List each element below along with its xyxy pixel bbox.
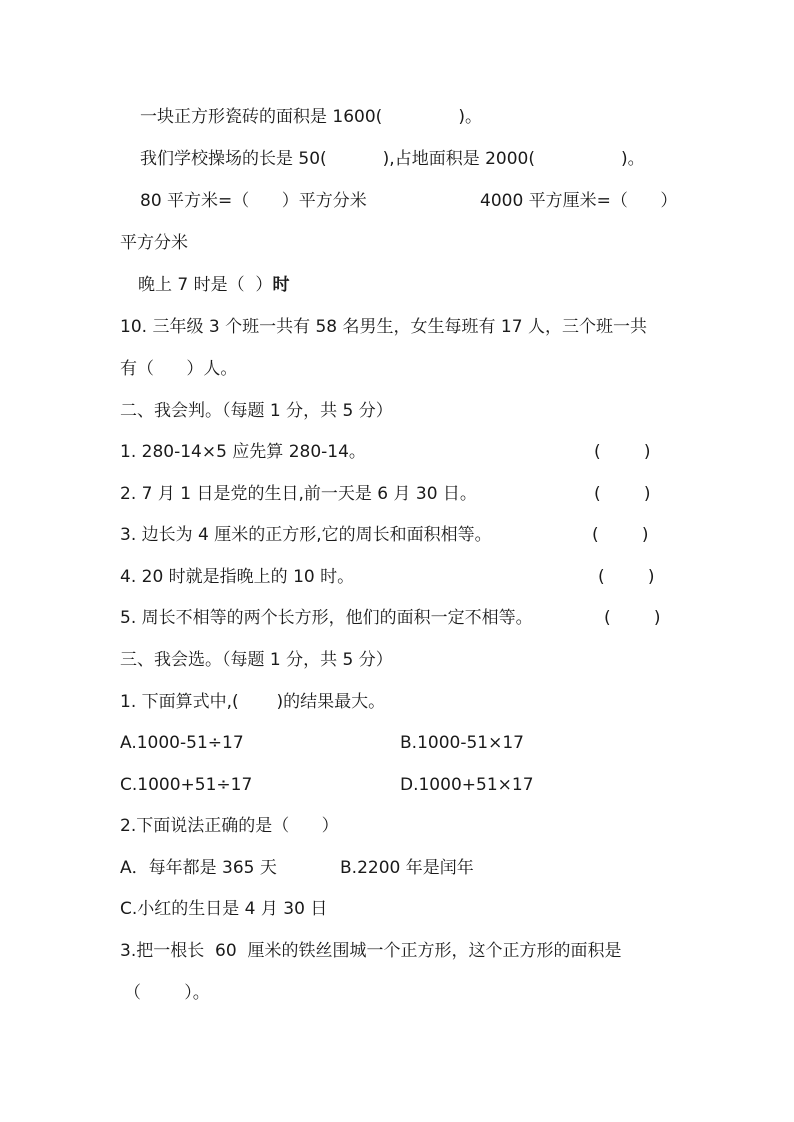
choice-q3-line-2: （ ）。 [124, 983, 210, 1003]
playground-text-2: ),占地面积是 2000( [382, 149, 536, 169]
choice-q1-stem: 1. 下面算式中,( )的结果最大。 [120, 692, 386, 712]
time-7pm-text: 晚上 7 时是（ ） [138, 275, 273, 295]
playground-text-1: 我们学校操场的长是 50( [140, 149, 327, 169]
choice-q2-option-b[interactable]: B.2200 年是闰年 [340, 858, 474, 878]
tile-area-text: 一块正方形瓷砖的面积是 1600( [140, 107, 383, 127]
time-7pm-line [138, 274, 289, 296]
unit-convert-2: 4000 平方厘米=（ ） [480, 191, 678, 211]
judge-item-1-answer[interactable]: ( ) [594, 442, 651, 462]
tile-area-line [140, 106, 482, 128]
q10-line-1: 10. 三年级 3 个班一共有 58 名男生，女生每班有 17 人，三个班一共 [120, 317, 647, 337]
judge-item-1: 1. 280-14×5 应先算 280-14。 [120, 442, 366, 462]
choice-q1-option-c[interactable]: C.1000+51÷17 [120, 775, 253, 795]
playground-line [140, 148, 645, 170]
choice-q2-option-a[interactable]: A．每年都是 365 天 [120, 858, 277, 878]
unit-convert-1: 80 平方米=（ ）平方分米 [140, 191, 367, 211]
choice-q2-option-c[interactable]: C.小红的生日是 4 月 30 日 [120, 899, 328, 919]
q10-line-2: 有（ ）人。 [120, 359, 238, 379]
judge-item-4-answer[interactable]: ( ) [598, 567, 655, 587]
judge-item-2-answer[interactable]: ( ) [594, 484, 651, 504]
choice-q1-option-d[interactable]: D.1000+51×17 [400, 775, 534, 795]
choice-q1-option-a[interactable]: A.1000-51÷17 [120, 733, 244, 753]
time-7pm-unit: 时 [272, 275, 290, 295]
choice-q3-line-1: 3.把一根长 60 厘米的铁丝围城一个正方形，这个正方形的面积是 [120, 941, 622, 961]
judge-item-5: 5. 周长不相等的两个长方形，他们的面积一定不相等。 [120, 608, 533, 628]
judge-item-4: 4. 20 时就是指晚上的 10 时。 [120, 567, 355, 587]
section2-heading: 二、我会判。（每题 1 分，共 5 分） [120, 401, 393, 421]
section3-heading: 三、我会选。（每题 1 分，共 5 分） [120, 650, 393, 670]
choice-q1-option-b[interactable]: B.1000-51×17 [400, 733, 524, 753]
choice-q2-stem: 2.下面说法正确的是（ ） [120, 816, 339, 836]
playground-text-3: )。 [621, 149, 645, 169]
judge-item-3-answer[interactable]: ( ) [592, 525, 649, 545]
tile-area-close: )。 [458, 107, 482, 127]
judge-item-5-answer[interactable]: ( ) [604, 608, 661, 628]
unit-convert-2-cont: 平方分米 [120, 233, 188, 253]
judge-item-2: 2. 7 月 1 日是党的生日,前一天是 6 月 30 日。 [120, 484, 477, 504]
judge-item-3: 3. 边长为 4 厘米的正方形,它的周长和面积相等。 [120, 525, 492, 545]
